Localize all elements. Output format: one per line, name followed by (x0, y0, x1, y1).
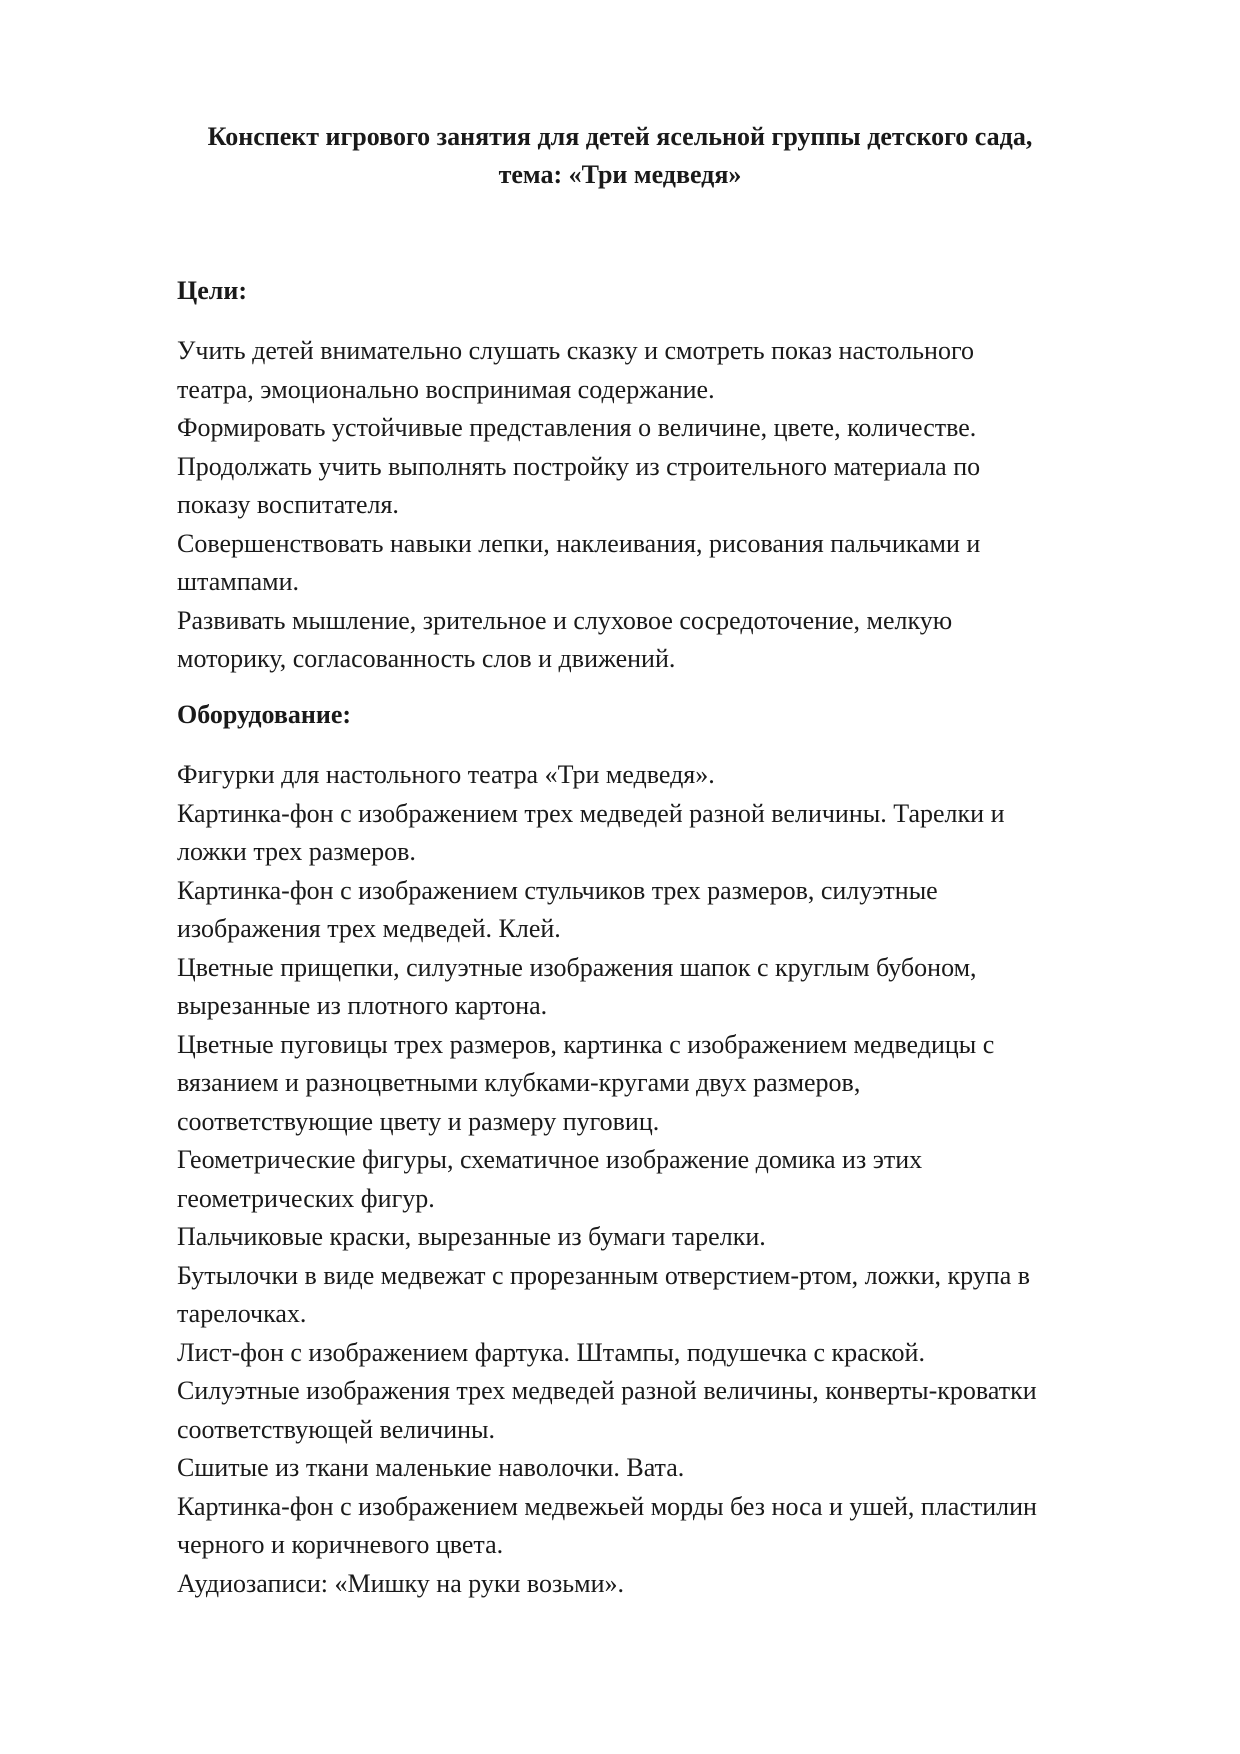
equipment-line: тарелочках. (177, 1299, 307, 1328)
goal-line: Формировать устойчивые представления о величине, цвете, количестве. (177, 413, 977, 442)
equipment-line: Цветные пуговицы трех размеров, картинка с изображением медведицы с (177, 1029, 995, 1059)
equipment-line: Сшитые из ткани маленькие наволочки. Вата. (177, 1453, 685, 1482)
goal-item (177, 409, 1157, 448)
equipment-line: Силуэтные изображения трех медведей разной величины, конверты-кроватки (177, 1376, 1037, 1405)
equipment-item (177, 1449, 1157, 1488)
equipment-line: Картинка-фон с изображением стульчиков трех размеров, силуэтные (177, 875, 938, 905)
goals-heading: Цели: (177, 276, 247, 305)
goal-line: моторику, согласованность слов и движений. (177, 644, 676, 673)
equipment-item (177, 1218, 1157, 1257)
equipment-item (177, 1257, 1157, 1334)
equipment-line: Цветные прищепки, силуэтные изображения шапок с круглым бубоном, (177, 952, 977, 982)
equipment-line: Картинка-фон с изображением трех медведей разной величины. Тарелки и (177, 798, 1005, 828)
equipment-line: геометрических фигур. (177, 1183, 435, 1213)
equipment-item (177, 1565, 1157, 1604)
equipment-line: Аудиозаписи: «Мишку на руки возьми». (177, 1568, 625, 1598)
equipment-item (177, 1141, 1157, 1218)
equipment-item (177, 1026, 1157, 1142)
goal-item (177, 332, 1157, 409)
equipment-line: Лист-фон с изображением фартука. Штампы, подушечка с краской. (177, 1337, 925, 1367)
goal-item (177, 602, 1157, 679)
equipment-item (177, 872, 1157, 949)
equipment-line: черного и коричневого цвета. (177, 1530, 504, 1559)
equipment-line: изображения трех медведей. Клей. (177, 914, 561, 943)
equipment-item (177, 1372, 1157, 1449)
goal-item (177, 525, 1157, 602)
equipment-item (177, 756, 1157, 795)
goal-line: театра, эмоционально воспринимая содержание. (177, 374, 715, 404)
goal-line: Учить детей внимательно слушать сказку и смотреть показ настольного (177, 336, 974, 365)
title-line-2: тема: «Три медведя» (498, 160, 742, 189)
equipment-line: ложки трех размеров. (177, 837, 416, 866)
equipment-line: Картинка-фон с изображением медвежьей морды без носа и ушей, пластилин (177, 1491, 1037, 1521)
equipment-line: Пальчиковые краски, вырезанные из бумаги тарелки. (177, 1222, 766, 1251)
goals-list (177, 332, 1157, 679)
equipment-item (177, 1334, 1157, 1373)
goal-line: Развивать мышление, зрительное и слуховое сосредоточение, мелкую (177, 605, 953, 635)
equipment-list (177, 756, 1157, 1603)
equipment-heading: Оборудование: (177, 700, 352, 729)
equipment-line: соответствующие цвету и размеру пуговиц. (177, 1106, 660, 1136)
goal-line: Совершенствовать навыки лепки, наклеивания, рисования пальчиками и (177, 528, 981, 558)
title-line-1: Конспект игрового занятия для детей ясельной группы детского сада, (207, 122, 1033, 151)
equipment-line: вырезанные из плотного картона. (177, 991, 548, 1020)
goal-line: штампами. (177, 567, 300, 596)
equipment-item (177, 949, 1157, 1026)
equipment-line: вязанием и разноцветными клубками-кругами двух размеров, (177, 1068, 861, 1097)
goal-item (177, 448, 1157, 525)
equipment-item (177, 795, 1157, 872)
goal-line: показу воспитателя. (177, 490, 399, 519)
equipment-line: Бутылочки в виде медвежат с прорезанным отверстием-ртом, ложки, крупа в (177, 1260, 1031, 1290)
equipment-item (177, 1488, 1157, 1565)
goal-line: Продолжать учить выполнять постройку из строительного материала по (177, 451, 981, 481)
equipment-line: соответствующей величины. (177, 1414, 496, 1444)
document-title (150, 118, 1090, 194)
equipment-line: Фигурки для настольного театра «Три медведя». (177, 760, 715, 789)
equipment-line: Геометрические фигуры, схематичное изображение домика из этих (177, 1145, 923, 1174)
